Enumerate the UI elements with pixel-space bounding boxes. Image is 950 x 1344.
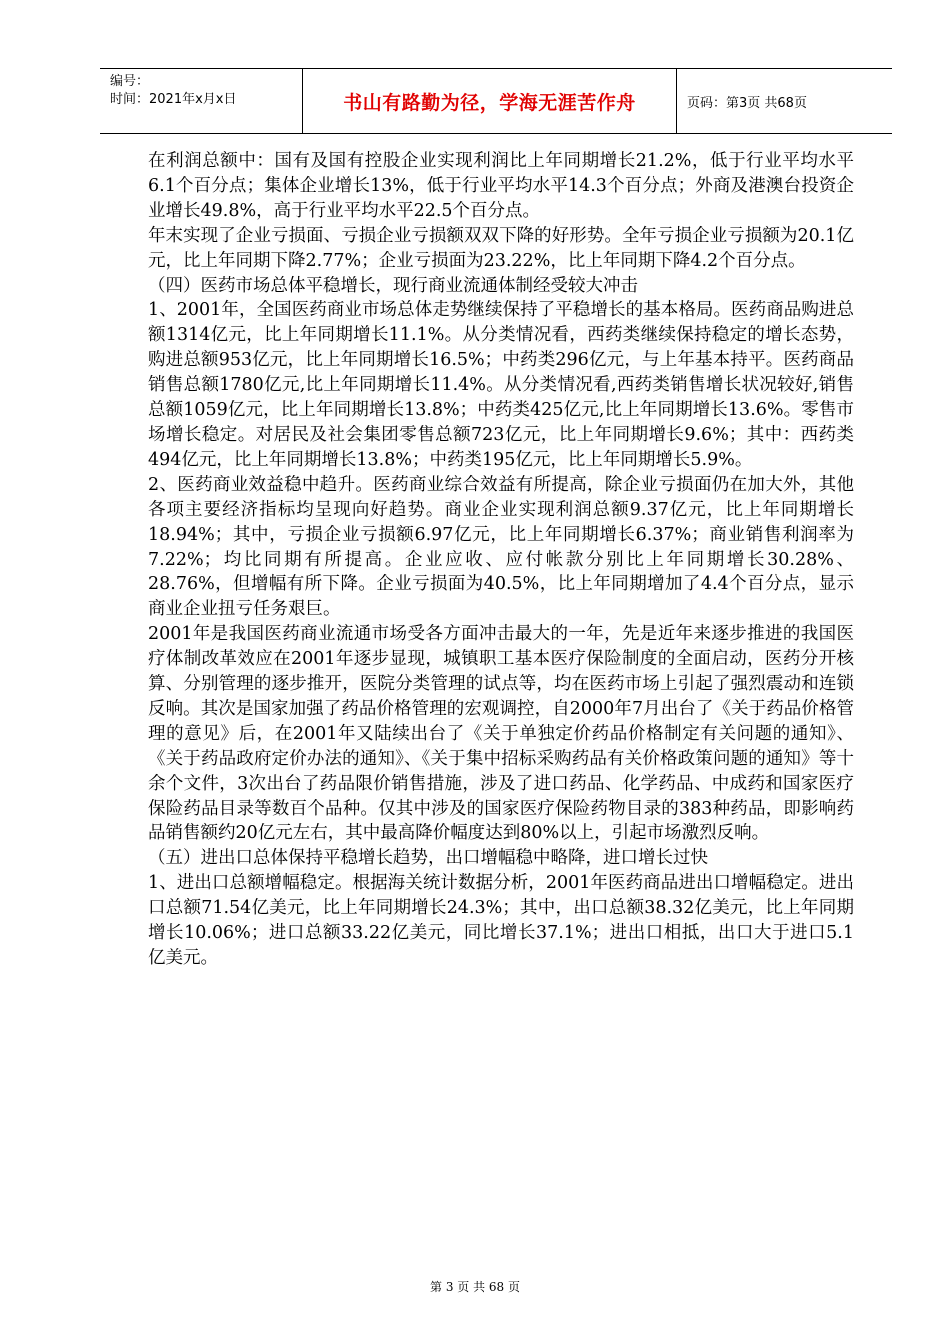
document-number-label: 编号： — [110, 74, 150, 89]
section-heading: （五）进出口总体保持平稳增长趋势，出口增幅稳中略降，进口增长过快 — [148, 848, 708, 869]
paragraph: 2001年是我国医药商业流通市场受各方面冲击最大的一年，先是近年来逐步推进的我国医疗体制改革效应在2001年逐步显现，城镇职工基本医疗保险制度的全面启动，医药分开核算、分别管理的逐步推开，医院分类管理的试点等，均在医药市场上引起了强烈震动和连锁反响。其次是国家加强了药品价格管理的宏观调控，自2000年7月出台了《关于药品价格管理的意见》后，在2001年又陆续出台了《关于单独定价药品价格制定有关问题的通知》、《关于药品政府定价办法的通知》、《关于集中招标采购药品有关价格政策问题的通知》等十余个文件，3次出台了药品限价销售措施，涉及了进口药品、化学药品、中成药和国家医疗保险药品目录等数百个品种。仅其中涉及的国家医疗保险药物目录的383种药品，即影响药品销售额约20亿元左右，其中最高降价幅度达到80%以上，引起市场激烈反响。 — [148, 624, 854, 844]
section-heading: （四）医药市场总体平稳增长，现行商业流通体制经受较大冲击 — [148, 275, 638, 296]
document-time-label: 时间：2021年x月x日 — [110, 92, 237, 107]
paragraph: 1、2001年，全国医药商业市场总体走势继续保持了平稳增长的基本格局。医药商品购进总额1314亿元，比上年同期增长11.1%。从分类情况看，西药类继续保持稳定的增长态势，购进总额953亿元，比上年同期增长16.5%；中药类296亿元，与上年基本持平。医药商品销售总额1780亿元,比上年同期增长11.4%。从分类情况看,西药类销售增长状况较好,销售总额1059亿元，比上年同期增长13.8%；中药类425亿元,比上年同期增长13.6%。零售市场增长稳定。对居民及社会集团零售总额723亿元，比上年同期增长9.6%；其中：西药类494亿元，比上年同期增长13.8%；中药类195亿元，比上年同期增长5.9%。 — [148, 300, 854, 470]
paragraph: 1、进出口总额增幅稳定。根据海关统计数据分析，2001年医药商品进出口增幅稳定。进出口总额71.54亿美元，比上年同期增长24.3%；其中，出口总额38.32亿美元，比上年同期增长10.06%；进口总额33.22亿美元，同比增长37.1%；进出口相抵，出口大于进口5.1亿美元。 — [148, 873, 854, 968]
paragraph: 在利润总额中：国有及国有控股企业实现利润比上年同期增长21.2%，低于行业平均水平6.1个百分点；集体企业增长13%，低于行业平均水平14.3个百分点；外商及港澳台投资企业增长49.8%，高于行业平均水平22.5个百分点。 — [148, 151, 854, 221]
header-meta — [100, 69, 303, 133]
page-header — [100, 68, 892, 134]
document-body — [148, 149, 854, 971]
header-motto: 书山有路勤为径，学海无涯苦作舟 — [303, 69, 677, 133]
paragraph: 2、医药商业效益稳中趋升。医药商业综合效益有所提高，除企业亏损面仍在加大外，其他各项主要经济指标均呈现向好趋势。商业企业实现利润总额9.37亿元，比上年同期增长18.94%；其中，亏损企业亏损额6.97亿元，比上年同期增长6.37%；商业销售利润率为7.22%；均比同期有所提高。企业应收、应付帐款分别比上年同期增长30.28%、28.76%，但增幅有所下降。企业亏损面为40.5%，比上年同期增加了4.4个百分点，显示商业企业扭亏任务艰巨。 — [148, 474, 854, 620]
header-page-number: 页码：第3页 共68页 — [687, 95, 807, 111]
page-footer: 第 3 页 共 68 页 — [430, 1280, 520, 1294]
paragraph: 年末实现了企业亏损面、亏损企业亏损额双双下降的好形势。全年亏损企业亏损额为20.1亿元，比上年同期下降2.77%；企业亏损面为23.22%，比上年同期下降4.2个百分点。 — [148, 225, 854, 271]
